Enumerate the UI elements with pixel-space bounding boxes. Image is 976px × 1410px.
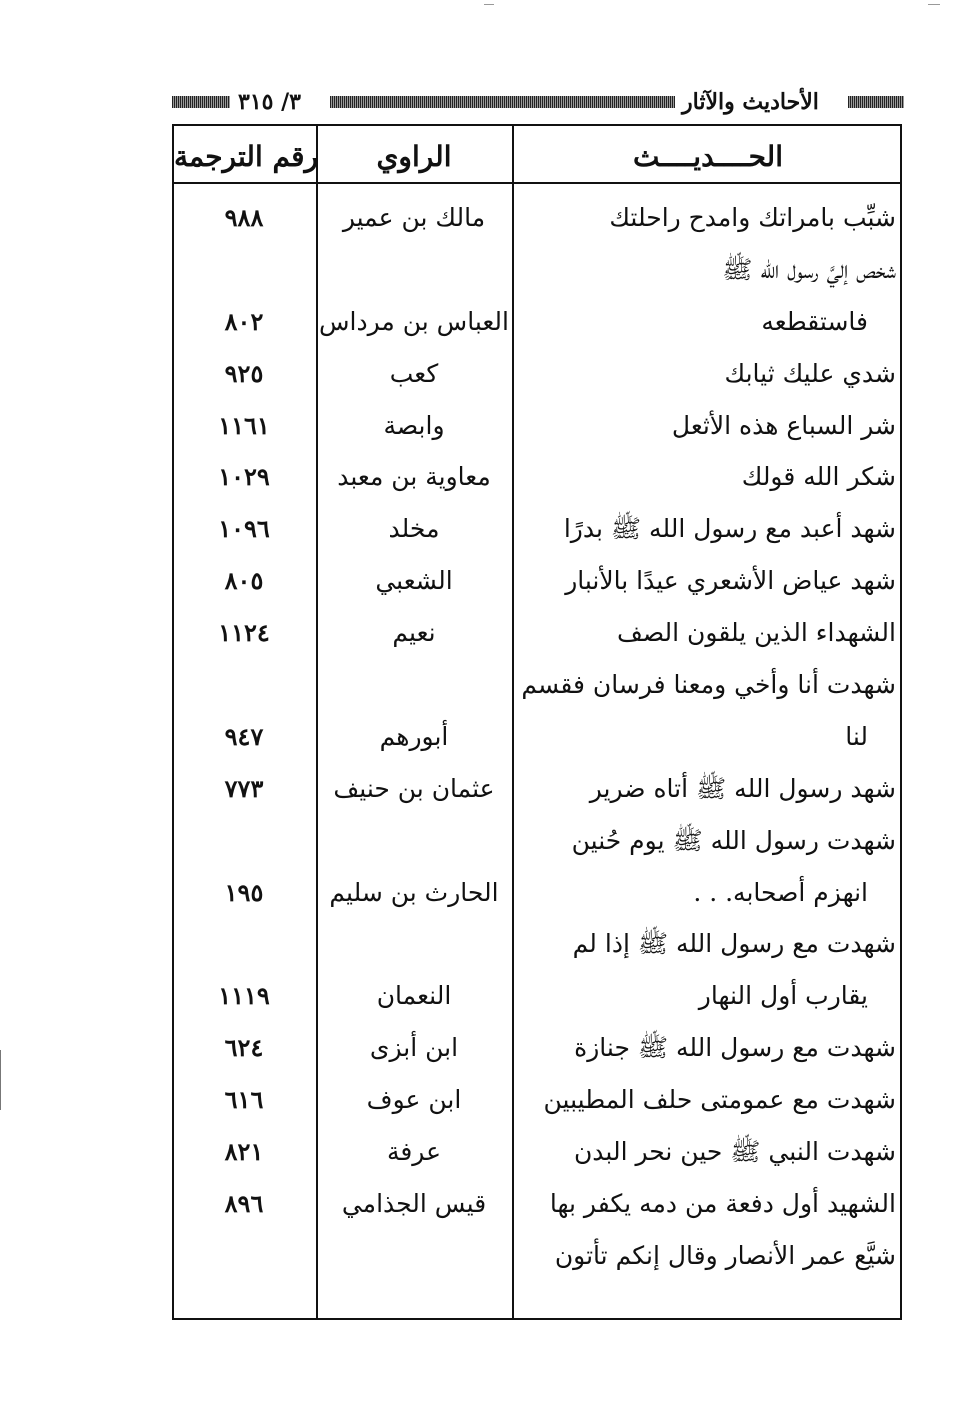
narrator: مخلد [388,514,440,544]
table-row [172,1230,902,1282]
table-row [172,400,902,452]
translation-number [172,918,316,970]
table-row [172,451,902,503]
table-row [172,192,902,244]
narrator: عثمان بن حنيف [333,773,495,803]
table-row [172,1022,902,1074]
table-row [172,763,902,815]
header-ornament-bar [848,96,904,108]
hadith-text: يقارب أول النهار [698,981,868,1011]
translation-number: ٦٢٤ [224,1033,264,1063]
table-row [172,607,902,659]
translation-number: ١٠٢٩ [218,462,270,492]
hadith-text: شهد عياض الأشعري عيدًا بالأنبار [565,566,896,596]
table-row [172,918,902,970]
scan-mark [484,4,494,5]
translation-number: ٩٨٨ [224,203,264,232]
column-header-hadith: الحــــديــــث [633,140,783,173]
narrator: ابن عوف [366,1085,462,1115]
narrator [316,918,512,970]
table-body [172,192,902,1282]
book-title: الأحاديث والآثار [682,89,819,115]
narrator: قيس الجذامي [341,1188,487,1218]
narrator [316,659,512,711]
table-row [172,503,902,555]
translation-number: ٨٢١ [224,1137,264,1167]
hadith-text: شهدت مع رسول الله ﷺ إذا لم [572,929,896,959]
hadith-text: شخص إليَّ رسول الله ﷺ [722,254,896,284]
narrator: أبورهم [379,721,449,751]
translation-number: ١١٢٤ [218,618,270,648]
table-row [172,555,902,607]
translation-number: ٩٢٥ [224,358,264,388]
narrator: الحارث بن سليم [329,877,499,907]
translation-number [172,244,316,296]
header-ornament-bar [330,96,675,108]
running-header [172,88,904,116]
narrator: نعيم [392,618,436,648]
table-row [172,659,902,711]
scan-mark [928,4,940,5]
hadith-text: شهدت النبي ﷺ حين نحر البدن [573,1137,896,1167]
translation-number: ٨٩٦ [224,1188,264,1218]
translation-number: ١١١٩ [218,981,270,1011]
table-row [172,244,902,296]
narrator [316,1230,512,1282]
table-row [172,348,902,400]
table-row [172,815,902,867]
hadith-text: شهدت أنا وأخي ومعنا فرسان فقسم [521,670,896,700]
hadith-text: الشهيد أول دفعة من دمه يكفر بها [549,1188,896,1218]
translation-number [172,659,316,711]
translation-number: ١١٦١ [218,410,270,440]
page-reference: ٣/ ٣١٥ [238,89,301,115]
translation-number: ٨٠٥ [224,566,264,596]
narrator: مالك بن عمير [342,203,486,232]
hadith-text: شهد أعبد مع رسول الله ﷺ بدرًا [563,514,896,544]
narrator: النعمان [376,981,452,1011]
table-row [172,296,902,348]
table-row [172,1178,902,1230]
hadith-text: الشهداء الذين يلقون الصف [616,618,896,648]
narrator [316,244,512,296]
narrator: وابصة [383,410,445,440]
translation-number: ٩٤٧ [224,721,264,751]
scan-edge-mark [0,1050,5,1110]
header-separator [174,182,900,184]
narrator: العباس بن مرداس [319,306,509,336]
translation-number: ١٩٥ [224,877,264,907]
table-row [172,867,902,919]
hadith-text: لنا [845,721,868,751]
translation-number: ١٠٩٦ [218,514,270,544]
hadith-text: شر السباع هذه الأثعل [671,410,896,440]
table-row [172,711,902,763]
hadith-text: فاستقطعه [761,306,868,336]
narrator [316,815,512,867]
table-row [172,1074,902,1126]
translation-number: ٧٧٣ [224,773,264,803]
translation-number [172,815,316,867]
hadith-text: شهدت مع رسول الله ﷺ جنازة [574,1033,896,1063]
narrator: الشعبي [375,566,453,596]
narrator: ابن أبزى [369,1033,459,1063]
hadith-text: شبِّب بامراتك وامدح راحلتك [609,203,896,232]
translation-number [172,1230,316,1282]
hadith-text: انهزم أصحابه. . . [693,877,868,907]
narrator: معاوية بن معبد [337,462,491,492]
hadith-text: شهدت رسول الله ﷺ يوم حُنين [571,825,896,855]
table-row [172,1126,902,1178]
table-row [172,970,902,1022]
translation-number: ٨٠٢ [224,306,264,336]
narrator: عرفة [386,1137,442,1167]
hadith-text: شدي عليك ثيابك [724,358,896,388]
hadith-text: شهد رسول الله ﷺ أتاه ضرير [589,773,896,803]
translation-number: ٦١٦ [224,1085,264,1115]
hadith-text: شيَّع عمر الأنصار وقال إنكم تأتون [554,1240,896,1270]
header-ornament-bar [172,96,230,108]
hadith-text: شكر الله قولك [741,462,896,492]
narrator: كعب [389,358,439,388]
hadith-text: شهدت مع عمومتى حلف المطيبين [543,1085,896,1115]
column-header-tarjama: رقم الترجمة [174,140,319,173]
column-header-rawi: الراوي [376,140,452,173]
